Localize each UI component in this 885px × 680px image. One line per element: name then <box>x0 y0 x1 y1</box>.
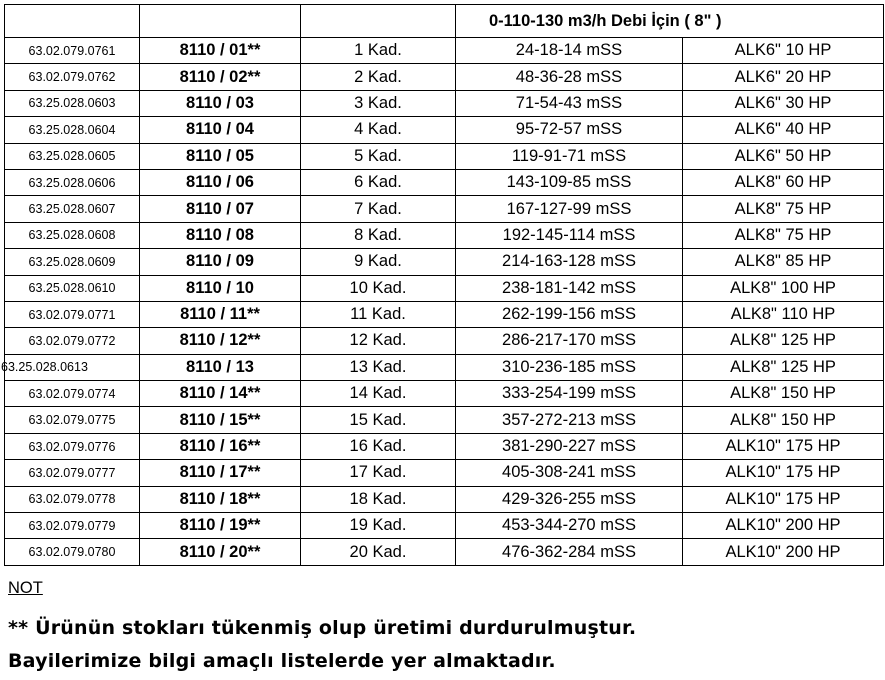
motor-cell: ALK8" 85 HP <box>683 249 884 275</box>
model-cell: 8110 / 12** <box>140 328 301 354</box>
product-code-cell: 63.25.028.0610 <box>5 275 140 301</box>
table-row <box>5 301 884 327</box>
motor-cell: ALK10" 200 HP <box>683 539 884 565</box>
model-cell: 8110 / 14** <box>140 381 301 407</box>
head-cell: 310-236-185 mSS <box>456 354 683 380</box>
product-code-cell: 63.02.079.0777 <box>5 460 140 486</box>
stages-cell: 13 Kad. <box>301 354 456 380</box>
product-code-cell: 63.02.079.0772 <box>5 328 140 354</box>
table-row <box>5 90 884 116</box>
stages-cell: 15 Kad. <box>301 407 456 433</box>
stages-cell: 18 Kad. <box>301 486 456 512</box>
motor-cell: ALK6" 40 HP <box>683 117 884 143</box>
product-code-cell: 63.02.079.0761 <box>5 38 140 64</box>
model-cell: 8110 / 20** <box>140 539 301 565</box>
model-cell: 8110 / 10 <box>140 275 301 301</box>
product-code-cell: 63.02.079.0778 <box>5 486 140 512</box>
model-cell: 8110 / 06 <box>140 169 301 195</box>
stages-cell: 5 Kad. <box>301 143 456 169</box>
stages-cell: 3 Kad. <box>301 90 456 116</box>
head-cell: 476-362-284 mSS <box>456 539 683 565</box>
product-code-cell: 63.25.028.0606 <box>5 169 140 195</box>
stages-cell: 19 Kad. <box>301 513 456 539</box>
head-cell: 333-254-199 mSS <box>456 381 683 407</box>
model-cell: 8110 / 07 <box>140 196 301 222</box>
model-cell: 8110 / 19** <box>140 513 301 539</box>
product-code-cell: 63.25.028.0607 <box>5 196 140 222</box>
product-code-cell: 63.02.079.0776 <box>5 433 140 459</box>
stages-cell: 14 Kad. <box>301 381 456 407</box>
model-cell: 8110 / 02** <box>140 64 301 90</box>
motor-cell: ALK8" 125 HP <box>683 354 884 380</box>
stages-cell: 4 Kad. <box>301 117 456 143</box>
table-row <box>5 38 884 64</box>
motor-cell: ALK8" 125 HP <box>683 328 884 354</box>
header-empty-cell <box>5 5 140 38</box>
model-cell: 8110 / 18** <box>140 486 301 512</box>
motor-cell: ALK8" 75 HP <box>683 222 884 248</box>
header-empty-cell <box>301 5 456 38</box>
motor-cell: ALK6" 10 HP <box>683 38 884 64</box>
table-row <box>5 169 884 195</box>
product-code-cell: 63.25.028.0609 <box>5 249 140 275</box>
head-cell: 24-18-14 mSS <box>456 38 683 64</box>
stages-cell: 16 Kad. <box>301 433 456 459</box>
table-row <box>5 249 884 275</box>
table-row <box>5 539 884 565</box>
head-cell: 262-199-156 mSS <box>456 301 683 327</box>
stages-cell: 9 Kad. <box>301 249 456 275</box>
head-cell: 286-217-170 mSS <box>456 328 683 354</box>
product-code-cell: 63.25.028.0605 <box>5 143 140 169</box>
head-cell: 71-54-43 mSS <box>456 90 683 116</box>
motor-cell: ALK6" 20 HP <box>683 64 884 90</box>
motor-cell: ALK6" 30 HP <box>683 90 884 116</box>
stages-cell: 6 Kad. <box>301 169 456 195</box>
table-row <box>5 222 884 248</box>
stages-cell: 8 Kad. <box>301 222 456 248</box>
product-code-cell: 63.02.079.0762 <box>5 64 140 90</box>
head-cell: 429-326-255 mSS <box>456 486 683 512</box>
product-code-cell: 63.02.079.0771 <box>5 301 140 327</box>
note-dealers: Bayilerimize bilgi amaçlı listelerde yer almaktadır. <box>8 650 556 672</box>
stages-cell: 11 Kad. <box>301 301 456 327</box>
table-header-row <box>5 5 884 38</box>
motor-cell: ALK10" 175 HP <box>683 433 884 459</box>
stages-cell: 17 Kad. <box>301 460 456 486</box>
head-cell: 167-127-99 mSS <box>456 196 683 222</box>
model-cell: 8110 / 08 <box>140 222 301 248</box>
pump-table <box>1 4 884 566</box>
head-cell: 119-91-71 mSS <box>456 143 683 169</box>
motor-cell: ALK10" 175 HP <box>683 460 884 486</box>
table-row <box>5 328 884 354</box>
motor-cell: ALK8" 110 HP <box>683 301 884 327</box>
product-code-cell: 63.02.079.0774 <box>5 381 140 407</box>
table-row <box>5 64 884 90</box>
header-empty-cell <box>140 5 301 38</box>
model-cell: 8110 / 11** <box>140 301 301 327</box>
product-code-cell: 63.02.079.0779 <box>5 513 140 539</box>
flow-rate-title: 0-110-130 m3/h Debi İçin ( 8" ) <box>456 5 884 38</box>
model-cell: 8110 / 01** <box>140 38 301 64</box>
motor-cell: ALK10" 175 HP <box>683 486 884 512</box>
head-cell: 214-163-128 mSS <box>456 249 683 275</box>
stages-cell: 7 Kad. <box>301 196 456 222</box>
motor-cell: ALK8" 60 HP <box>683 169 884 195</box>
table-row <box>5 196 884 222</box>
head-cell: 95-72-57 mSS <box>456 117 683 143</box>
product-code-cell: 63.02.079.0775 <box>5 407 140 433</box>
product-code-cell: 63.25.028.0603 <box>5 90 140 116</box>
stages-cell: 12 Kad. <box>301 328 456 354</box>
model-cell: 8110 / 05 <box>140 143 301 169</box>
model-cell: 8110 / 17** <box>140 460 301 486</box>
model-cell: 8110 / 15** <box>140 407 301 433</box>
table-row <box>5 381 884 407</box>
model-cell: 8110 / 13 <box>140 354 301 380</box>
model-cell: 8110 / 09 <box>140 249 301 275</box>
model-cell: 8110 / 04 <box>140 117 301 143</box>
table-row <box>5 143 884 169</box>
product-code-cell: 63.25.028.0604 <box>5 117 140 143</box>
stages-cell: 2 Kad. <box>301 64 456 90</box>
motor-cell: ALK8" 75 HP <box>683 196 884 222</box>
table-row <box>5 433 884 459</box>
product-code-cell: 63.25.028.0608 <box>5 222 140 248</box>
stages-cell: 20 Kad. <box>301 539 456 565</box>
head-cell: 453-344-270 mSS <box>456 513 683 539</box>
table-row <box>5 275 884 301</box>
note-discontinued: ** Ürünün stokları tükenmiş olup üretimi durdurulmuştur. <box>8 617 637 639</box>
table-row <box>5 486 884 512</box>
motor-cell: ALK6" 50 HP <box>683 143 884 169</box>
model-cell: 8110 / 03 <box>140 90 301 116</box>
motor-cell: ALK8" 150 HP <box>683 381 884 407</box>
table-row <box>5 354 884 380</box>
stages-cell: 10 Kad. <box>301 275 456 301</box>
table-row <box>5 407 884 433</box>
head-cell: 238-181-142 mSS <box>456 275 683 301</box>
head-cell: 192-145-114 mSS <box>456 222 683 248</box>
head-cell: 357-272-213 mSS <box>456 407 683 433</box>
motor-cell: ALK8" 150 HP <box>683 407 884 433</box>
note-label: NOT <box>8 579 43 597</box>
motor-cell: ALK8" 100 HP <box>683 275 884 301</box>
table-row <box>5 117 884 143</box>
head-cell: 381-290-227 mSS <box>456 433 683 459</box>
table-row <box>5 513 884 539</box>
motor-cell: ALK10" 200 HP <box>683 513 884 539</box>
head-cell: 48-36-28 mSS <box>456 64 683 90</box>
stages-cell: 1 Kad. <box>301 38 456 64</box>
table-row <box>5 460 884 486</box>
model-cell: 8110 / 16** <box>140 433 301 459</box>
head-cell: 405-308-241 mSS <box>456 460 683 486</box>
product-code-cell: 63.02.079.0780 <box>5 539 140 565</box>
product-code-cell: 63.25.028.0613 <box>1 354 136 380</box>
head-cell: 143-109-85 mSS <box>456 169 683 195</box>
